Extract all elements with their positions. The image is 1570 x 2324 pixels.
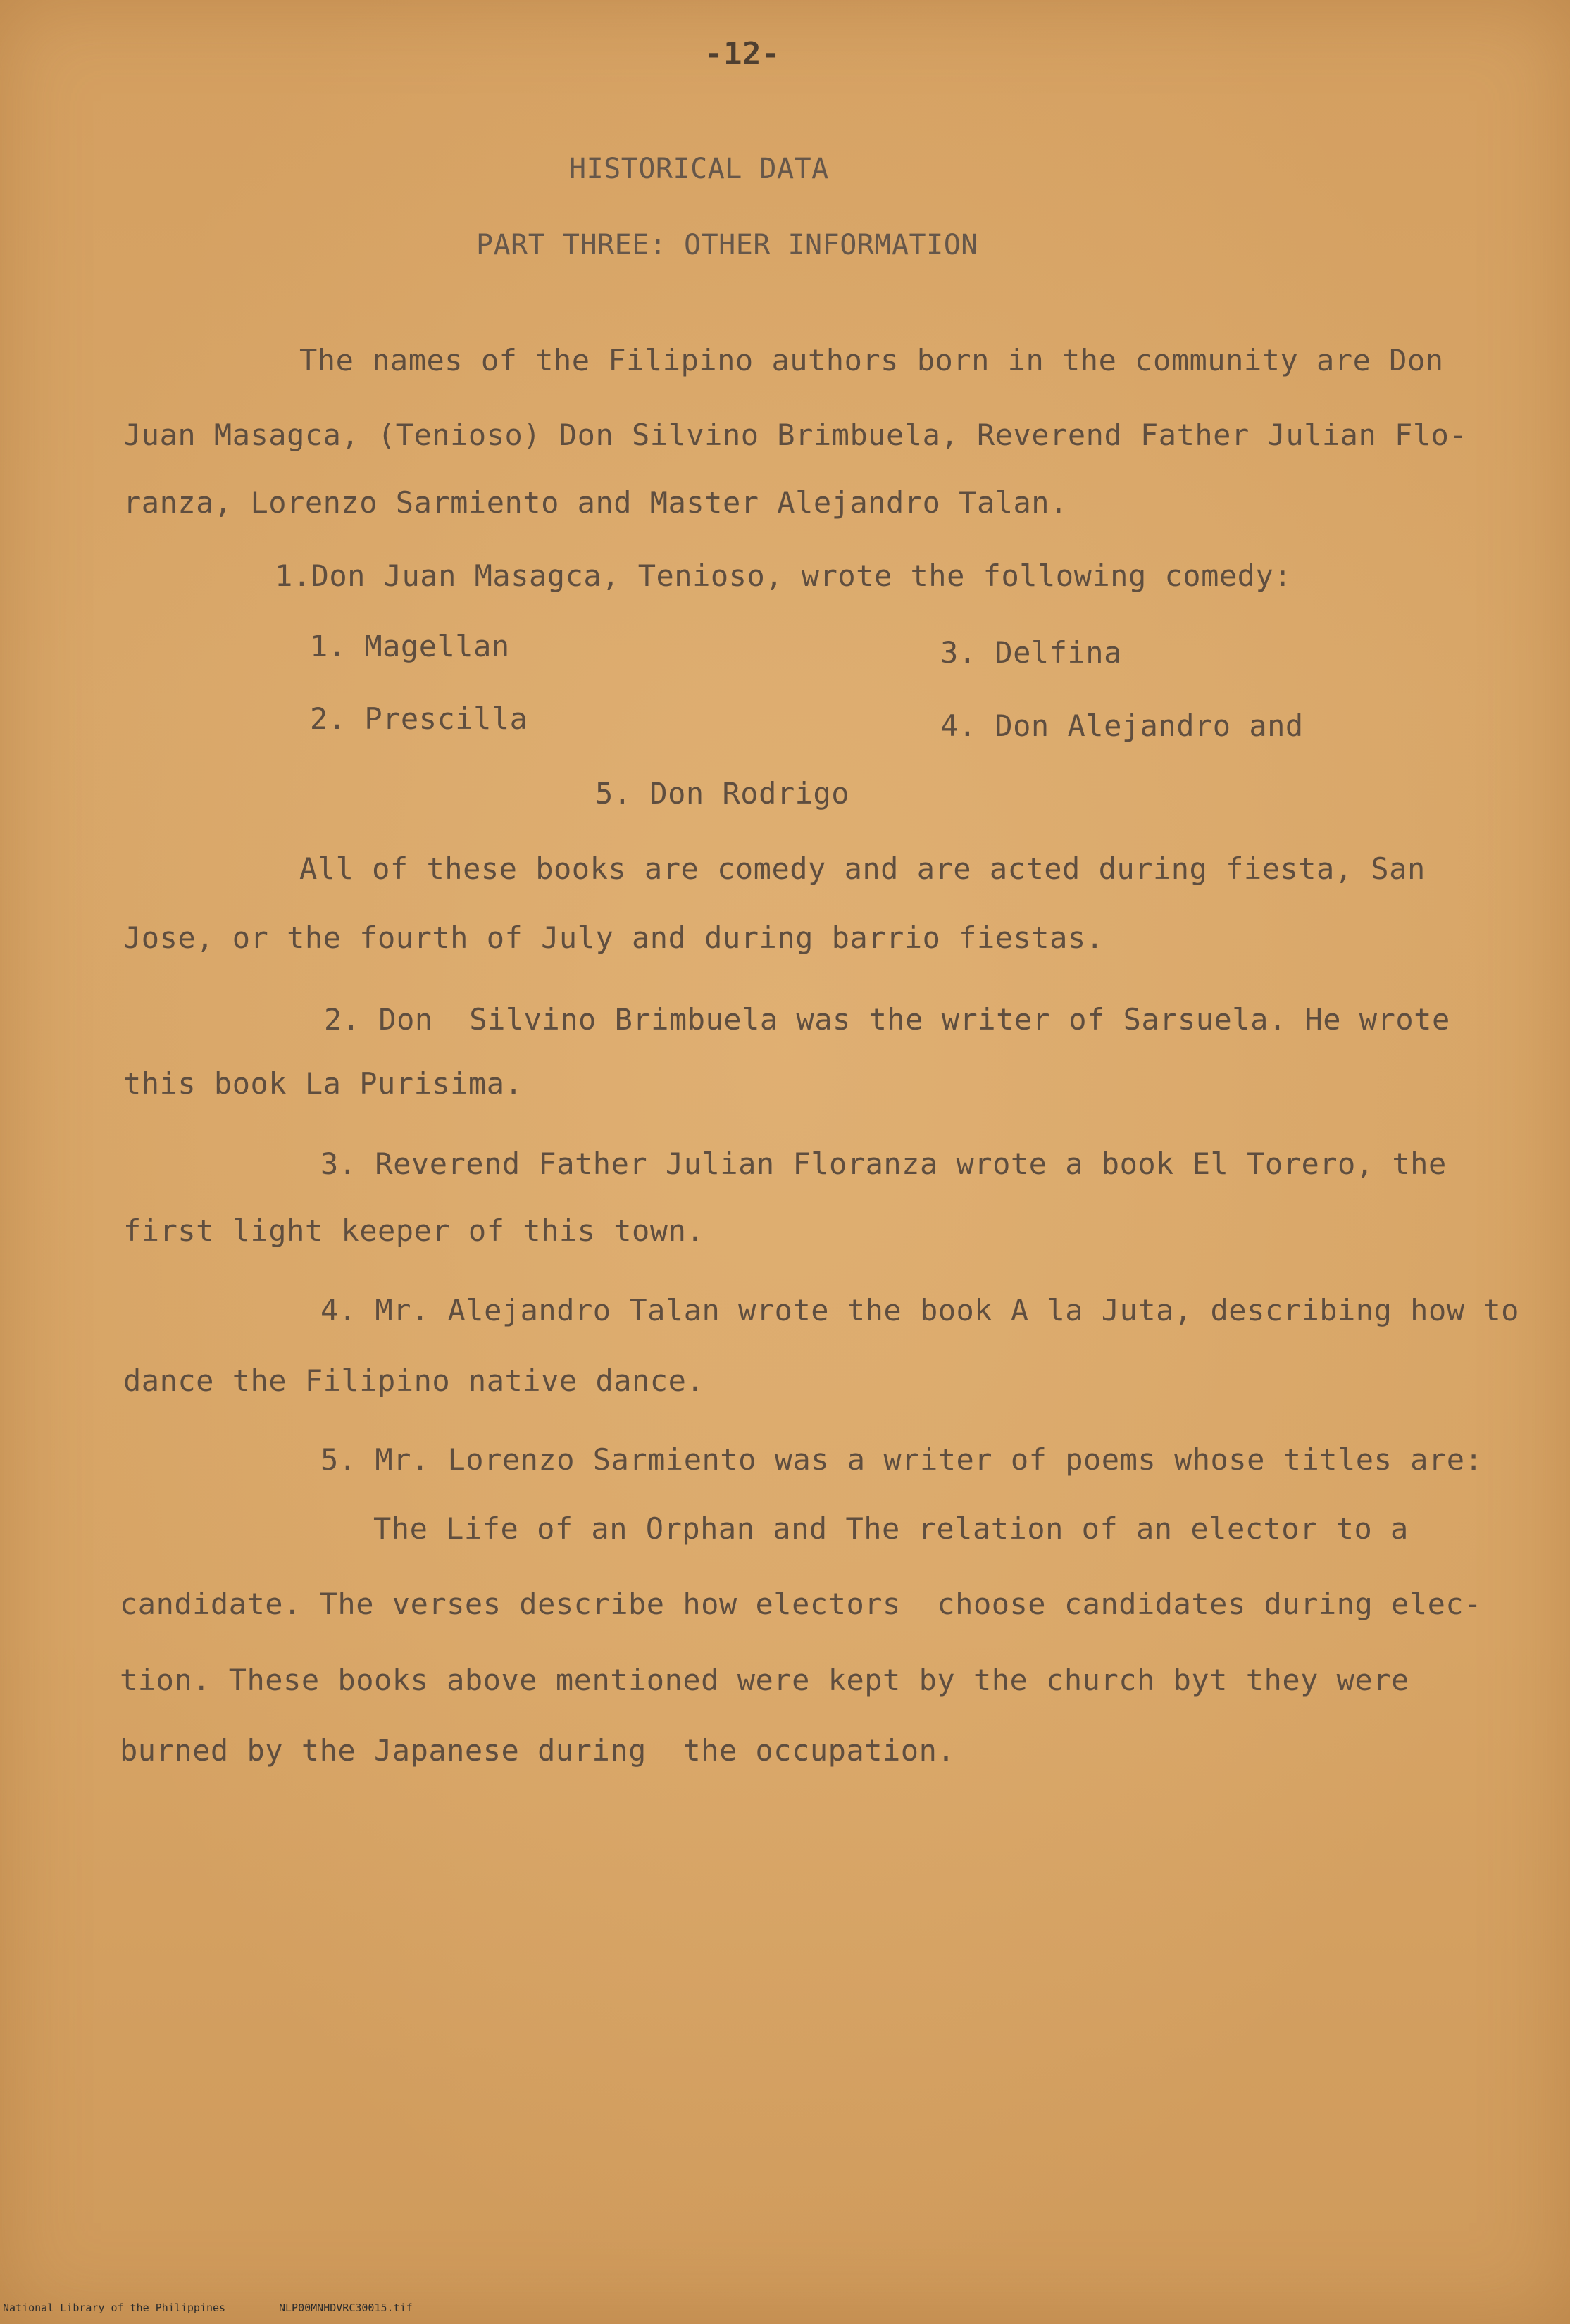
paragraph-line: Juan Masagca, (Tenioso) Don Silvino Brimbuela, Reverend Father Julian Flo- <box>123 418 1468 452</box>
paragraph-line: 4. Mr. Alejandro Talan wrote the book A la Juta, describing how to <box>320 1293 1519 1327</box>
paragraph-line: this book La Purisima. <box>123 1066 523 1101</box>
paragraph-line: burned by the Japanese during the occupation. <box>120 1733 956 1768</box>
footer-filename: NLP00MNHDVRC30015.tif <box>279 2301 413 2314</box>
paragraph-line: Jose, or the fourth of July and during barrio fiestas. <box>123 920 1104 955</box>
comedy-list-item: 4. Don Alejandro and <box>940 708 1304 743</box>
paragraph-line: first light keeper of this town. <box>123 1213 705 1248</box>
list-intro: 1.Don Juan Masagca, Tenioso, wrote the following comedy: <box>275 558 1292 593</box>
paragraph-line: 2. Don Silvino Brimbuela was the writer of Sarsuela. He wrote <box>324 1002 1450 1037</box>
document-heading: HISTORICAL DATA <box>569 153 829 185</box>
footer-library: National Library of the Philippines <box>3 2301 226 2314</box>
paragraph-line: 3. Reverend Father Julian Floranza wrote a book El Torero, the <box>320 1147 1447 1181</box>
paragraph-line: The Life of an Orphan and The relation of an elector to a <box>373 1511 1409 1546</box>
paragraph-line: dance the Filipino native dance. <box>123 1363 705 1398</box>
paragraph-line: ranza, Lorenzo Sarmiento and Master Alejandro Talan. <box>123 485 1068 520</box>
comedy-list-item: 3. Delfina <box>940 635 1122 670</box>
paragraph-line: 5. Mr. Lorenzo Sarmiento was a writer of poems whose titles are: <box>320 1442 1483 1477</box>
paragraph-line: candidate. The verses describe how electors choose candidates during elec- <box>120 1587 1482 1621</box>
paragraph-line: tion. These books above mentioned were kept by the church byt they were <box>120 1663 1409 1697</box>
comedy-list-item: 1. Magellan <box>310 629 510 663</box>
page-number: -12- <box>704 36 780 72</box>
section-heading: PART THREE: OTHER INFORMATION <box>476 229 978 261</box>
comedy-list-item: 5. Don Rodrigo <box>595 776 850 811</box>
comedy-list-item: 2. Prescilla <box>310 701 528 736</box>
paragraph-line: The names of the Filipino authors born in the community are Don <box>299 343 1444 377</box>
paragraph-line: All of these books are comedy and are acted during fiesta, San <box>299 851 1426 886</box>
